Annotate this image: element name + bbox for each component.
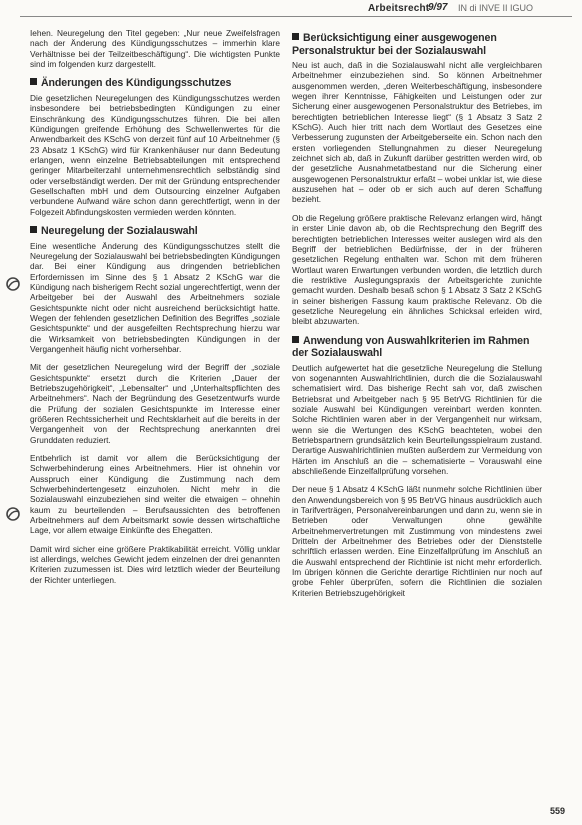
header-section-title: Arbeitsrecht xyxy=(368,3,430,14)
paragraph: Mit der gesetzlichen Neuregelung wird der Begriff der „soziale Gesichtspunkte“ ersetzt durch die Kriterien „Dauer der Betriebszugehörigkeit“, „Lebensalter“ und „Unterhaltspflichten des Arbeitnehmers“. Nach der Begründung des Gesetzentwurfs wurde die Prüfung der sozialen Gesichtspunkte im Interesse einer größeren Rechtssicherheit und Rechtsklarheit auf die bereits in der Vergangenheit von der Rechtsprechung anerkannten drei Grunddaten reduziert. xyxy=(30,362,280,445)
square-bullet-icon xyxy=(30,78,37,85)
page-number: 559 xyxy=(550,806,566,816)
left-column xyxy=(30,28,280,593)
square-bullet-icon xyxy=(292,336,299,343)
section-heading xyxy=(30,77,280,90)
square-bullet-icon xyxy=(30,226,37,233)
running-header xyxy=(0,0,582,18)
right-column xyxy=(292,32,542,606)
paragraph: Neu ist auch, daß in die Sozialauswahl nicht alle vergleichbaren Arbeitnehmer einzubeziehen sind. So können Arbeitnehmer ausgenommen werden, „deren Weiterbeschäftigung, insbesondere wegen ihrer Kenntnisse, Fähigkeiten und Leistungen oder zur Sicherung einer ausgewogenen Personalstruktur des Betriebes, im berechtigten betrieblichen Interesse liegt“ (§ 1 Absatz 3 Satz 2 KSchG). Auch hier tritt nach dem Wortlaut des Gesetzes eine Verbesserung zugunsten der Arbeitgeberseite ein. Schon nach den ersten vorliegenden Stellungnahmen zu dieser Neuregelung zeichnet sich ab, daß in Zukunft darüber gestritten werden wird, ob der gesetzliche Ausnahmetatbestand nur die Sicherung einer ausgewogenen Personalstruktur erfaßt – wobei unklar ist, wie diese auszusehen hat – oder ob er sich auch auf deren Schaffung bezieht. xyxy=(292,60,542,205)
section-heading-text: Berücksichtigung einer ausgewogenen Personalstruktur bei der Sozialauswahl xyxy=(292,32,497,57)
header-issue-number: 9/97 xyxy=(428,2,448,13)
square-bullet-icon xyxy=(292,33,299,40)
paragraph: Deutlich aufgewertet hat die gesetzliche Neuregelung die Stellung von sogenannten Auswahlrichtlinien, durch die die Sozialauswahl schematisiert wird. Das bisherige Recht sah vor, daß zwischen Betriebsrat und Arbeitgeber nach § 95 BetrVG Richtlinien für die soziale Auswahl bei Kündigungen vereinbart werden konnten. Solche Richtlinien waren aber in der Vergangenheit nur wirksam, wenn sie die Wertungen des KSchG beachteten, wobei den Betriebspartnern grundsätzlich kein Beurteilungsspielraum zustand. Derartige Auswahlrichtlinien mußten außerdem zur Vermeidung von Härten im Anschluß an die – schematisierte – Vorauswahl eine abschließende Einzelfallprüfung vorsehen. xyxy=(292,362,542,477)
section-heading-text: Änderungen des Kündigungsschutzes xyxy=(41,77,232,90)
header-journal-name: IN di INVE II IGUO xyxy=(458,3,534,13)
section-heading xyxy=(30,225,280,238)
header-rule xyxy=(20,16,572,17)
paragraph: Entbehrlich ist damit vor allem die Berücksichtigung der Schwerbehinderung eines Arbeitnehmers. Hier ist ohnehin vor Ausspruch einer Kündigung die Zustimmung nach dem Schwerbehindertengesetz einzuholen. Nicht mehr in die Sozialauswahl einzubeziehen sind weiter die etwaigen – ohnehin kaum zu beurteilenden – Berufsaussichten des betroffenen Arbeitnehmers auf dem Arbeitsmarkt sowie dessen wirtschaftliche Lage, vor allem etwaige Einkünfte des Ehegatten. xyxy=(30,453,280,536)
section-heading xyxy=(292,32,542,57)
paragraph: Damit wird sicher eine größere Praktikabilität erreicht. Völlig unklar ist allerdings, welches Gewicht jedem einzelnen der drei genannten Kriterien zuzumessen ist. Dies wird letztlich wieder der Beurteilung der Richter unterliegen. xyxy=(30,543,280,585)
paragraph: Der neue § 1 Absatz 4 KSchG läßt nunmehr solche Richtlinien über den Anwendungsbereich von § 95 BetrVG hinaus ausdrücklich auch in Tarifverträgen, Personalvereinbarungen und dann zu, wenn sie in Betrieben oder Verwaltungen ohne gewählte Arbeitnehmervertretungen mit Zustimmung von mindestens zwei Dritteln der Arbeitnehmer des Betriebes oder der Dienststelle schriftlich erlassen werden. Eine Einzelfallprüfung im Anschluß an die Auswahl entsprechend der Richtlinie ist nicht mehr erforderlich. Im übrigen können die Gerichte derartige Richtlinien nur noch auf grobe Fehler überprüfen, sofern die Richtlinien die sozialen Kriterien Betriebszugehörigkeit xyxy=(292,484,542,598)
paragraph: Die gesetzlichen Neuregelungen des Kündigungsschutzes werden insbesondere bei betriebsbedingten Kündigungen zu einer Einschränkung des Kündigungsschutzes führen. Die bei allen Kündigungen greifende Erhöhung des Schwellenwertes für die Anwendbarkeit des KSchG von derzeit fünf auf 10 Arbeitnehmer (§ 23 Absatz 1 KSchG) wird für Krankenhäuser nur dann Bedeutung erlangen, wenn einzelne Betriebsabteilungen mit entsprechend geringer Mitarbeiterzahl unternehmensrechtlich selbständig sind oder verselbständigt werden. Der mit der Gründung entsprechender Gesellschaften mbH und dem Outsourcing einzelner Aufgaben verbundene Aufwand wäre schon dann gerechtfertigt, wenn in der Folgezeit Abfindungskosten vermieden werden könnten. xyxy=(30,92,280,217)
paragraph: Ob die Regelung größere praktische Relevanz erlangen wird, hängt in erster Linie davon ab, ob die Rechtsprechung den Begriff des berechtigten betrieblichen Interesses weiter auslegen wird als den Begriff der betrieblichen Bedürfnisse, der in der früheren gesetzlichen Regelung enthalten war. Schon mit dem früheren Wortlaut waren Erwartungen verbunden worden, die letztlich durch die restriktive Auslegungspraxis der Arbeitsgerichte zunichte gemacht wurden. Deshalb besaß schon § 1 Absatz 3 Satz 2 KSchG in seiner bisherigen Fassung kaum praktische Relevanz. Ob die gesetzliche Neuregelung ein ähnliches Schicksal erleiden wird, bleibt abzuwarten. xyxy=(292,212,542,327)
punch-hole-mark xyxy=(4,275,22,293)
section-heading xyxy=(292,335,542,360)
paragraph: Eine wesentliche Änderung des Kündigungsschutzes stellt die Neuregelung der Sozialauswahl bei betriebsbedingten Kündigungen dar. Bei einer Kündigung aus dringenden betrieblichen Erfordernissen im Sinne des § 1 Absatz 2 KSchG war die Kündigung nach bisherigem Recht sozial ungerechtfertigt, wenn der Arbeitgeber bei der Auswahl des Arbeitnehmers soziale Gesichtspunkte nicht oder nicht ausreichend berücksichtigt hatte. Wegen der fehlenden gesetzlichen Definition des Begriffes „soziale Gesichtspunkte“ und der ausgefeilten Rechtsprechung hierzu war die Wirksamkeit von betriebsbedingten Kündigungen in der Vergangenheit häufig nicht vorhersehbar. xyxy=(30,240,281,354)
punch-hole-mark xyxy=(4,505,22,523)
paragraph: Iehen. Neuregelung den Titel gegeben: „Nur neue Zweifelsfragen nach der Änderung des Kündigungsschutzes – immerhin klare Verhältnisse bei der Teilzeitbeschäftigung“. Die wichtigsten Punkte sind im folgenden kurz dargestellt. xyxy=(30,28,280,70)
section-heading-text: Neuregelung der Sozialauswahl xyxy=(41,225,198,237)
section-heading-text: Anwendung von Auswahlkriterien im Rahmen der Sozialauswahl xyxy=(292,334,530,360)
